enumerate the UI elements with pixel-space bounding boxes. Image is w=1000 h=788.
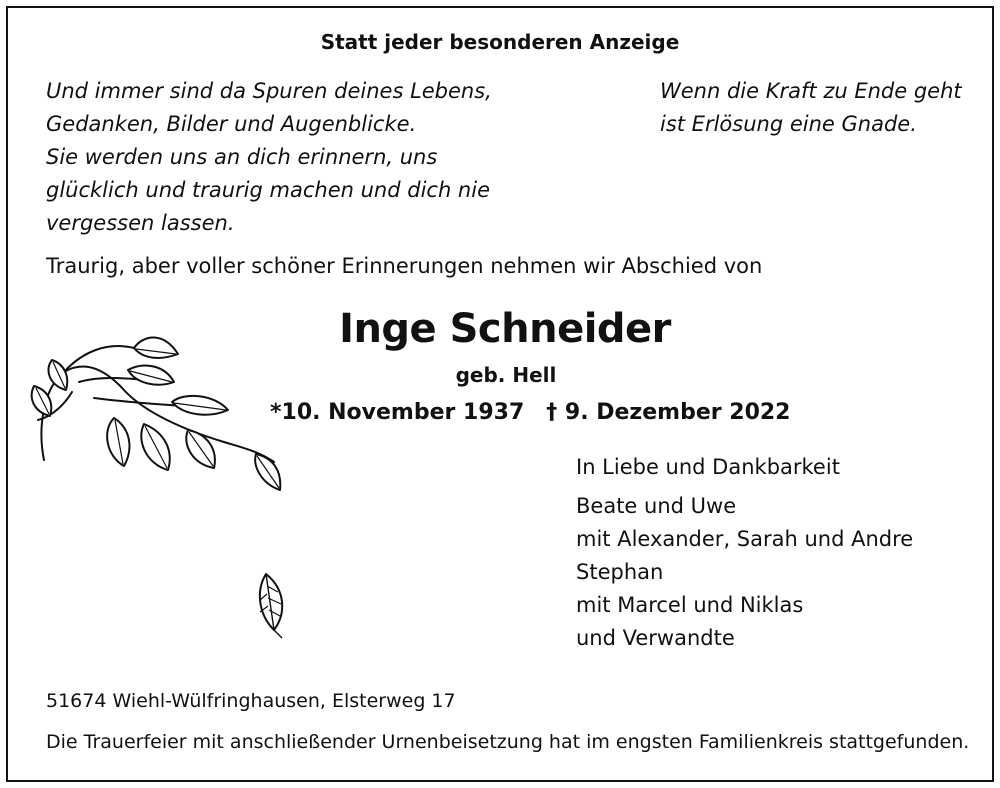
mourners-line: mit Marcel und Niklas bbox=[576, 593, 804, 617]
poem-line: vergessen lassen. bbox=[46, 211, 235, 235]
falling-leaf-icon bbox=[252, 568, 292, 640]
poem-line: Wenn die Kraft zu Ende geht bbox=[660, 79, 962, 103]
mourners-line: und Verwandte bbox=[576, 626, 735, 650]
poem-line: Gedanken, Bilder und Augenblicke. bbox=[46, 112, 417, 136]
birth-date: *10. November 1937 bbox=[270, 400, 525, 425]
poem-line: Und immer sind da Spuren deines Lebens, bbox=[46, 79, 492, 103]
life-dates bbox=[270, 400, 791, 425]
address: 51674 Wiehl-Wülfringhausen, Elsterweg 17 bbox=[46, 690, 456, 712]
poem-left bbox=[46, 75, 492, 240]
mourners-line: mit Alexander, Sarah und Andre bbox=[576, 527, 914, 551]
poem-line: ist Erlösung eine Gnade. bbox=[660, 112, 917, 136]
death-date: † 9. Dezember 2022 bbox=[546, 400, 791, 425]
intro-text: Traurig, aber voller schöner Erinnerungen nehmen wir Abschied von bbox=[46, 254, 763, 278]
mourners-line: Stephan bbox=[576, 560, 664, 584]
mourners-line: Beate und Uwe bbox=[576, 494, 737, 518]
notice-heading: Statt jeder besonderen Anzeige bbox=[320, 30, 680, 54]
poem-line: Sie werden uns an dich erinnern, uns bbox=[46, 145, 438, 169]
maiden-name: geb. Hell bbox=[455, 363, 557, 387]
poem-right bbox=[660, 75, 962, 141]
funeral-notice: Die Trauerfeier mit anschließender Urnenbeisetzung hat im engsten Familienkreis stattgefunden. bbox=[46, 731, 970, 753]
mourners-line: In Liebe und Dankbarkeit bbox=[576, 455, 840, 479]
deceased-name: Inge Schneider bbox=[339, 306, 671, 352]
poem-line: glücklich und traurig machen und dich nie bbox=[46, 178, 490, 202]
